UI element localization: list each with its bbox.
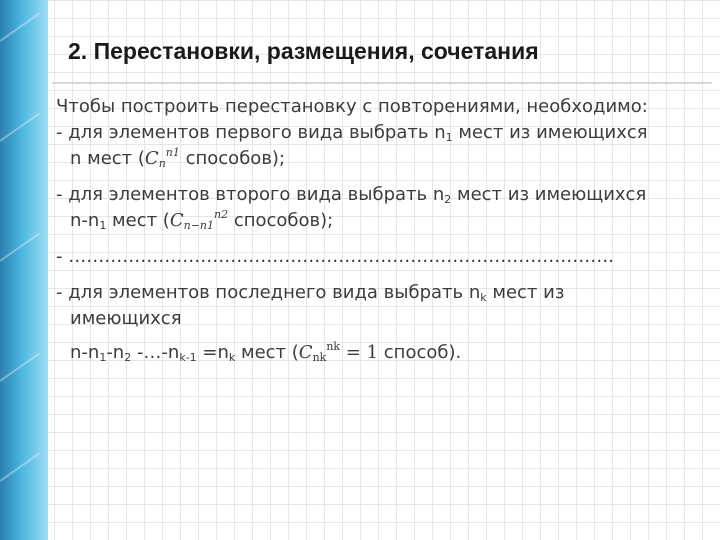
item-text: способов); bbox=[179, 148, 286, 169]
item-text: мест из bbox=[486, 282, 565, 303]
item-text: n мест ( bbox=[70, 148, 145, 169]
math-subscript: nk bbox=[312, 351, 327, 364]
math-symbol: C bbox=[144, 148, 159, 169]
list-item-1-line-1 bbox=[56, 120, 706, 146]
item-text: способов); bbox=[228, 210, 334, 231]
item-text: мест ( bbox=[235, 342, 299, 363]
intro-text: Чтобы построить перестановку с повторениями, необходимо: bbox=[56, 96, 648, 117]
list-item-4-line-3 bbox=[56, 340, 706, 366]
list-item-2-line-2 bbox=[56, 208, 706, 234]
list-item-3 bbox=[56, 244, 706, 270]
math-superscript: n1 bbox=[165, 146, 180, 159]
subscript: 1 bbox=[99, 351, 107, 364]
list-item-4-line-2: имеющихся bbox=[70, 308, 182, 329]
list-dash: - bbox=[56, 184, 63, 205]
math-subscript: n bbox=[158, 157, 166, 170]
side-bar-streak bbox=[0, 13, 40, 42]
item-text: -n bbox=[106, 342, 125, 363]
item-text: способ). bbox=[378, 342, 462, 363]
list-dash: - bbox=[56, 122, 63, 143]
side-bar-streak bbox=[0, 113, 40, 142]
ellipsis-line: ………………………………………………………………………………. bbox=[62, 246, 614, 267]
slide-body bbox=[56, 94, 706, 366]
subscript: k bbox=[228, 351, 236, 364]
side-bar-streak bbox=[0, 353, 40, 382]
math-subscript: n−n1 bbox=[183, 219, 214, 232]
math-superscript: nk bbox=[326, 340, 341, 353]
item-text: n-n bbox=[70, 342, 100, 363]
combination-formula bbox=[145, 148, 180, 169]
item-text: =n bbox=[196, 342, 229, 363]
subscript: 2 bbox=[444, 193, 452, 206]
combination-formula bbox=[299, 342, 378, 363]
math-superscript: n2 bbox=[214, 208, 229, 221]
subscript: 1 bbox=[445, 131, 453, 144]
side-bar-streak bbox=[0, 233, 40, 262]
decorative-side-bar bbox=[0, 0, 48, 540]
list-dash: - bbox=[56, 282, 63, 303]
item-text: для элементов последнего вида выбрать n bbox=[62, 282, 481, 303]
list-item-4-line-1 bbox=[56, 280, 706, 306]
math-symbol: C bbox=[298, 342, 313, 363]
math-symbol: C bbox=[169, 210, 184, 231]
list-item-2-line-1 bbox=[56, 182, 706, 208]
item-text: для элементов первого вида выбрать n bbox=[62, 122, 446, 143]
subscript: 1 bbox=[99, 219, 107, 232]
item-text: мест из имеющихся bbox=[451, 184, 647, 205]
combination-formula bbox=[170, 210, 228, 231]
item-text: -…-n bbox=[131, 342, 180, 363]
list-dash: - bbox=[56, 246, 63, 267]
math-equation: = 1 bbox=[340, 342, 379, 363]
item-text: n-n bbox=[70, 210, 100, 231]
list-item-1-line-2 bbox=[56, 146, 706, 172]
subscript: k-1 bbox=[179, 351, 197, 364]
item-text: мест из имеющихся bbox=[452, 122, 648, 143]
item-text: для элементов второго вида выбрать n bbox=[62, 184, 445, 205]
title-divider bbox=[52, 82, 712, 84]
item-text: мест ( bbox=[106, 210, 170, 231]
subscript: 2 bbox=[124, 351, 132, 364]
side-bar-streak bbox=[0, 453, 40, 482]
slide-title: 2. Перестановки, размещения, сочетания bbox=[68, 38, 539, 64]
subscript: k bbox=[480, 291, 487, 304]
